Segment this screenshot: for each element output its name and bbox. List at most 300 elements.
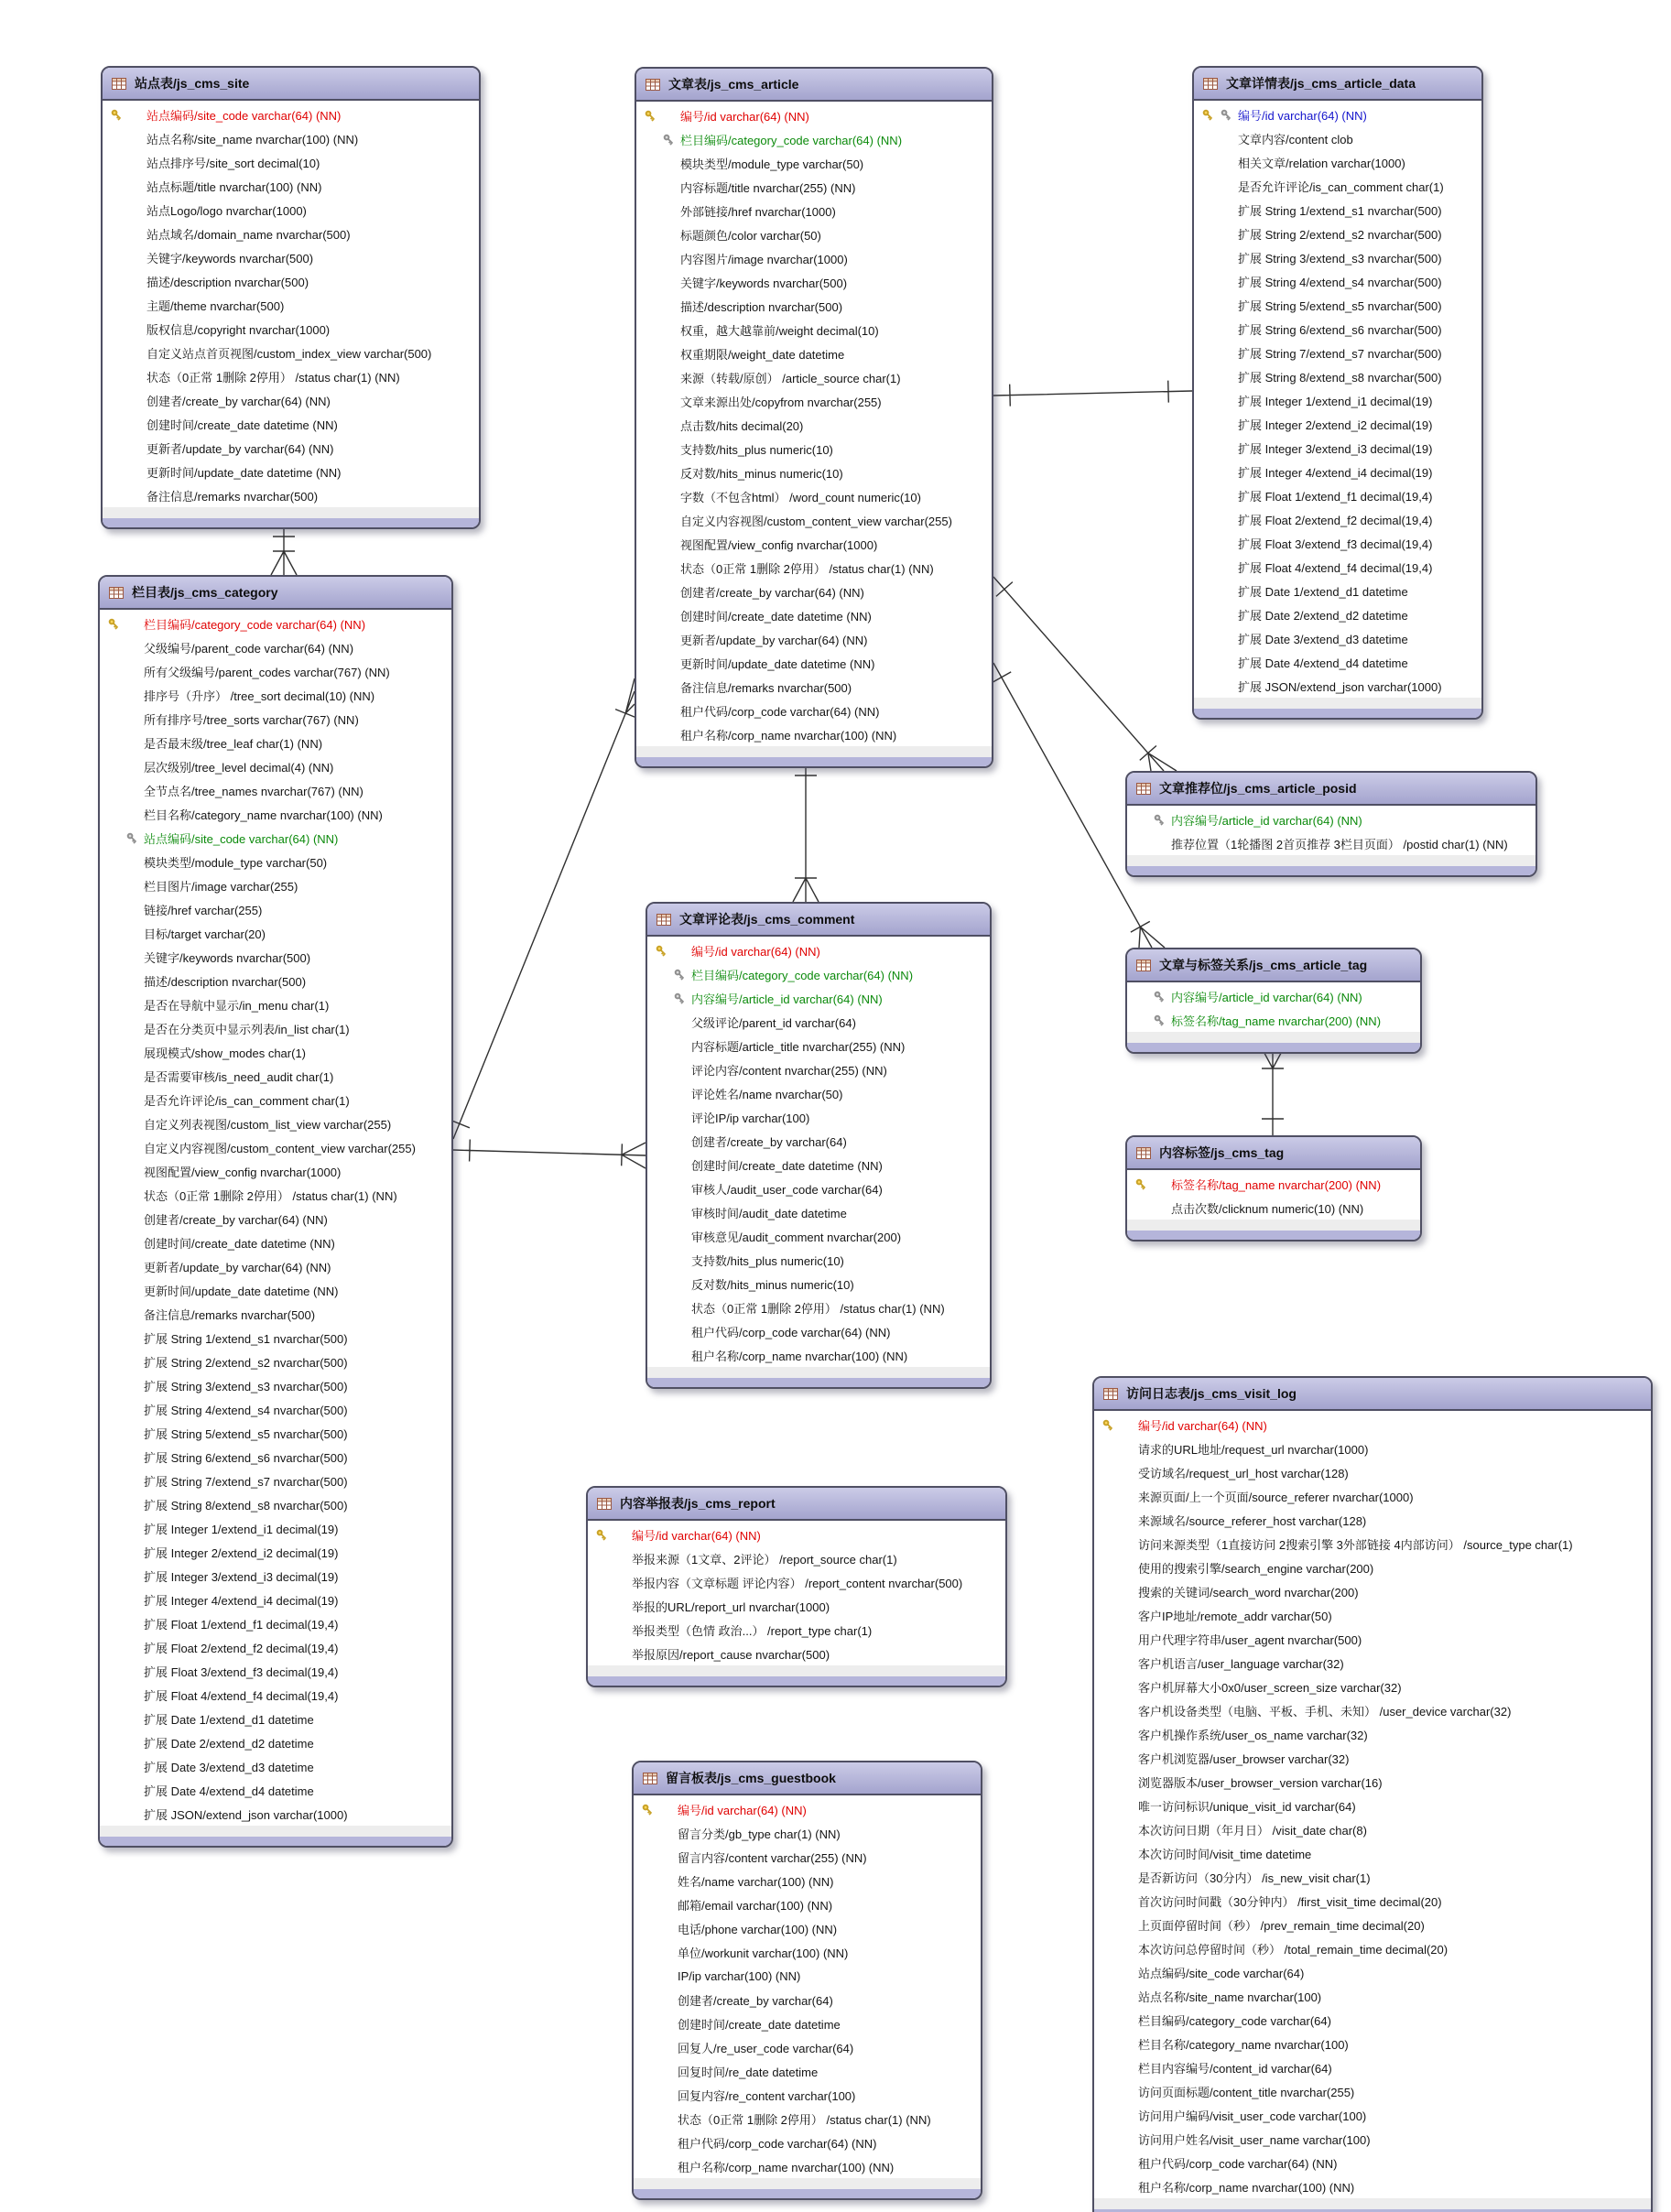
- field-list: [1194, 101, 1481, 698]
- table-comment[interactable]: [646, 902, 992, 1389]
- field-text: 评论姓名/name nvarchar(50): [691, 1087, 843, 1101]
- field-row: [636, 246, 992, 270]
- field-text: 租户代码/corp_code varchar(64) (NN): [1138, 2156, 1338, 2171]
- field-text: 文章内容/content clob: [1238, 132, 1353, 146]
- field-text: 创建时间/create_date datetime (NN): [691, 1158, 883, 1173]
- field-text: 扩展 Float 1/extend_f1 decimal(19,4): [144, 1617, 339, 1632]
- field-row: [100, 1754, 451, 1778]
- field-row: [1094, 2032, 1651, 2055]
- field-text: 内容编号/article_id varchar(64) (NN): [1171, 990, 1362, 1004]
- table-icon: [643, 1773, 657, 1784]
- field-text: 扩展 JSON/extend_json varchar(1000): [1238, 679, 1442, 694]
- field-text: 客户机浏览器/user_browser varchar(32): [1138, 1751, 1350, 1766]
- field-row: [1094, 1698, 1651, 1722]
- primary-key-icon: [644, 109, 657, 123]
- field-row: [1094, 2127, 1651, 2151]
- field-row: [1094, 1413, 1651, 1437]
- field-row: [636, 175, 992, 199]
- table-guestbook[interactable]: [632, 1761, 982, 2200]
- table-icon: [597, 1498, 612, 1510]
- field-text: 栏目编码/category_code varchar(64): [1138, 2013, 1331, 2028]
- table-footer: [1127, 1220, 1420, 1240]
- field-row: [100, 1040, 451, 1064]
- field-row: [1194, 198, 1481, 222]
- foreign-key-icon: [1153, 1014, 1166, 1027]
- field-list: [636, 102, 992, 746]
- table-header[interactable]: [634, 1762, 981, 1795]
- field-row: [100, 1326, 451, 1350]
- table-article[interactable]: [635, 67, 993, 768]
- field-text: 更新者/update_by varchar(64) (NN): [146, 441, 334, 456]
- field-text: 所有排序号/tree_sorts varchar(767) (NN): [144, 712, 359, 727]
- field-text: 回复时间/re_date datetime: [678, 2065, 819, 2079]
- field-text: 文章来源出处/copyfrom nvarchar(255): [680, 395, 882, 409]
- field-text: 支持数/hits_plus numeric(10): [691, 1253, 844, 1268]
- field-row: [103, 269, 479, 293]
- field-row: [100, 850, 451, 873]
- field-text: 是否需要审核/is_need_audit char(1): [144, 1069, 334, 1084]
- field-row: [103, 174, 479, 198]
- table-icon: [109, 587, 124, 599]
- field-text: 创建者/create_by varchar(64) (NN): [144, 1212, 328, 1227]
- field-row: [100, 1802, 451, 1826]
- field-row: [636, 437, 992, 461]
- table-header[interactable]: [1094, 1378, 1651, 1411]
- field-text: 内容标题/title nvarchar(255) (NN): [680, 180, 856, 195]
- field-row: [100, 1159, 451, 1183]
- field-text: 扩展 String 4/extend_s4 nvarchar(500): [144, 1403, 348, 1417]
- field-row: [1127, 1172, 1420, 1196]
- field-text: 链接/href varchar(255): [144, 903, 263, 917]
- field-row: [634, 1797, 981, 1821]
- field-row: [103, 412, 479, 436]
- field-list: [1127, 982, 1420, 1032]
- field-row: [100, 1016, 451, 1040]
- table-title: 留言板表/js_cms_guestbook: [666, 1771, 836, 1785]
- table-header[interactable]: [647, 904, 990, 937]
- field-row: [1094, 1841, 1651, 1865]
- field-row: [1194, 245, 1481, 269]
- field-list: [1127, 806, 1535, 855]
- primary-key-icon: [1101, 1418, 1115, 1432]
- field-text: 所有父级编号/parent_codes varchar(767) (NN): [144, 665, 390, 679]
- field-row: [1194, 626, 1481, 650]
- field-row: [1094, 1651, 1651, 1675]
- field-text: 版权信息/copyright nvarchar(1000): [146, 322, 331, 337]
- field-row: [636, 294, 992, 318]
- table-article_tag[interactable]: [1125, 948, 1422, 1054]
- field-text: 受访域名/request_url_host varchar(128): [1138, 1466, 1349, 1480]
- field-text: 站点名称/site_name nvarchar(100): [1138, 1990, 1322, 2004]
- field-row: [1194, 460, 1481, 483]
- relationship-js_cms_category-js_cms_article: [450, 678, 636, 1139]
- table-article_data[interactable]: [1192, 66, 1483, 720]
- field-text: 排序号（升序） /tree_sort decimal(10) (NN): [144, 689, 375, 703]
- field-text: 扩展 Float 1/extend_f1 decimal(19,4): [1238, 489, 1433, 504]
- field-text: 租户名称/corp_name nvarchar(100) (NN): [691, 1349, 908, 1363]
- field-row: [100, 1445, 451, 1469]
- field-text: 租户名称/corp_name nvarchar(100) (NN): [1138, 2180, 1355, 2195]
- field-row: [634, 1988, 981, 2011]
- field-row: [100, 1516, 451, 1540]
- field-text: 编号/id varchar(64) (NN): [680, 109, 809, 124]
- field-text: 请求的URL地址/request_url nvarchar(1000): [1138, 1442, 1369, 1457]
- field-row: [636, 199, 992, 222]
- field-row: [1094, 1675, 1651, 1698]
- field-text: 视图配置/view_config nvarchar(1000): [680, 537, 878, 552]
- table-tag[interactable]: [1125, 1135, 1422, 1242]
- table-title: 文章表/js_cms_article: [668, 77, 799, 92]
- field-row: [1194, 555, 1481, 579]
- field-text: 自定义内容视图/custom_content_view varchar(255): [144, 1141, 416, 1155]
- field-text: 扩展 String 4/extend_s4 nvarchar(500): [1238, 275, 1442, 289]
- field-text: 扩展 String 1/extend_s1 nvarchar(500): [1238, 203, 1442, 218]
- field-list: [588, 1521, 1005, 1665]
- field-row: [100, 1350, 451, 1373]
- field-row: [647, 1081, 990, 1105]
- field-text: 模块类型/module_type varchar(50): [680, 157, 864, 171]
- table-footer: [103, 507, 479, 527]
- field-row: [1194, 103, 1481, 126]
- field-text: 站点编码/site_code varchar(64) (NN): [146, 108, 342, 123]
- field-text: 状态（0正常 1删除 2停用） /status char(1) (NN): [680, 561, 934, 576]
- field-row: [647, 962, 990, 986]
- field-row: [647, 1272, 990, 1296]
- field-row: [100, 1730, 451, 1754]
- foreign-key-icon: [1153, 990, 1166, 1003]
- field-text: 租户代码/corp_code varchar(64) (NN): [678, 2136, 877, 2151]
- field-row: [1194, 222, 1481, 245]
- field-text: 单位/workunit varchar(100) (NN): [678, 1946, 849, 1960]
- field-row: [1094, 1817, 1651, 1841]
- field-row: [100, 1231, 451, 1254]
- field-row: [636, 222, 992, 246]
- foreign-key-icon: [1153, 813, 1166, 827]
- field-text: 客户IP地址/remote_addr varchar(50): [1138, 1609, 1332, 1623]
- table-icon: [1136, 1147, 1151, 1159]
- field-text: 标签名称/tag_name nvarchar(200) (NN): [1171, 1177, 1382, 1192]
- field-text: 创建时间/create_date datetime (NN): [144, 1236, 335, 1251]
- field-text: 状态（0正常 1删除 2停用） /status char(1) (NN): [146, 370, 400, 385]
- field-row: [1194, 317, 1481, 341]
- field-text: 租户名称/corp_name nvarchar(100) (NN): [678, 2160, 895, 2174]
- field-row: [1194, 364, 1481, 388]
- relationship-js_cms_category-js_cms_comment: [453, 1140, 646, 1169]
- field-text: 创建者/create_by varchar(64): [678, 1993, 833, 2008]
- field-text: 创建时间/create_date datetime (NN): [146, 417, 338, 432]
- field-list: [634, 1795, 981, 2178]
- relationship-js_cms_article-js_cms_article_posid: [993, 577, 1177, 771]
- field-row: [100, 1088, 451, 1111]
- field-text: 扩展 Integer 3/extend_i3 decimal(19): [144, 1569, 339, 1584]
- field-row: [1094, 1532, 1651, 1556]
- field-text: 是否允许评论/is_can_comment char(1): [1238, 179, 1444, 194]
- field-list: [647, 937, 990, 1367]
- field-row: [634, 2035, 981, 2059]
- table-header[interactable]: [1127, 949, 1420, 982]
- field-row: [634, 2059, 981, 2083]
- field-row: [1194, 507, 1481, 531]
- field-text: 栏目编码/category_code varchar(64) (NN): [680, 133, 903, 147]
- field-row: [636, 270, 992, 294]
- field-text: 扩展 Integer 2/extend_i2 decimal(19): [144, 1545, 339, 1560]
- primary-key-icon: [595, 1528, 609, 1542]
- field-row: [100, 1778, 451, 1802]
- primary-key-icon: [1201, 108, 1215, 122]
- field-text: 评论IP/ip varchar(100): [691, 1111, 810, 1125]
- field-row: [1094, 1508, 1651, 1532]
- field-text: 访问用户编码/visit_user_code varchar(100): [1138, 2109, 1367, 2123]
- field-text: 关键字/keywords nvarchar(500): [144, 950, 311, 965]
- field-text: 是否最末级/tree_leaf char(1) (NN): [144, 736, 323, 751]
- table-header[interactable]: [1127, 773, 1535, 806]
- field-text: 标签名称/tag_name nvarchar(200) (NN): [1171, 1014, 1382, 1028]
- field-row: [1194, 174, 1481, 198]
- field-text: 访问来源类型（1直接访问 2搜索引擎 3外部链接 4内部访问） /source_type char(1): [1138, 1537, 1573, 1552]
- field-row: [588, 1594, 1005, 1618]
- foreign-key-icon: [673, 992, 687, 1005]
- field-text: 描述/description nvarchar(500): [144, 974, 307, 989]
- field-row: [1194, 483, 1481, 507]
- table-icon: [1203, 78, 1218, 90]
- field-text: 站点排序号/site_sort decimal(10): [146, 156, 320, 170]
- field-text: 扩展 Date 1/extend_d1 datetime: [144, 1712, 314, 1727]
- table-footer: [100, 1826, 451, 1846]
- field-row: [636, 151, 992, 175]
- field-row: [1094, 1984, 1651, 2008]
- field-row: [1194, 650, 1481, 674]
- field-text: 客户机语言/user_language varchar(32): [1138, 1656, 1344, 1671]
- table-title: 内容标签/js_cms_tag: [1159, 1145, 1285, 1160]
- field-text: 状态（0正常 1删除 2停用） /status char(1) (NN): [678, 2112, 931, 2127]
- field-row: [647, 1200, 990, 1224]
- field-row: [1127, 984, 1420, 1008]
- field-row: [634, 1869, 981, 1892]
- field-text: 视图配置/view_config nvarchar(1000): [144, 1165, 342, 1179]
- field-row: [103, 293, 479, 317]
- field-row: [1094, 1722, 1651, 1746]
- field-row: [634, 2083, 981, 2107]
- field-text: 扩展 String 7/extend_s7 nvarchar(500): [1238, 346, 1442, 361]
- field-row: [634, 1892, 981, 1916]
- field-text: 本次访问时间/visit_time datetime: [1138, 1847, 1312, 1861]
- field-text: 留言分类/gb_type char(1) (NN): [678, 1827, 841, 1841]
- foreign-key-icon: [1220, 108, 1233, 122]
- table-visit_log[interactable]: [1092, 1376, 1653, 2212]
- field-text: 扩展 String 3/extend_s3 nvarchar(500): [1238, 251, 1442, 266]
- field-row: [636, 127, 992, 151]
- field-row: [634, 2154, 981, 2178]
- field-row: [103, 317, 479, 341]
- field-text: 留言内容/content varchar(255) (NN): [678, 1850, 867, 1865]
- field-row: [1194, 341, 1481, 364]
- field-text: 唯一访问标识/unique_visit_id varchar(64): [1138, 1799, 1356, 1814]
- field-row: [1127, 808, 1535, 831]
- table-title: 文章推荐位/js_cms_article_posid: [1159, 781, 1357, 796]
- table-header[interactable]: [103, 68, 479, 101]
- field-row: [100, 1135, 451, 1159]
- field-text: 扩展 Integer 1/extend_i1 decimal(19): [144, 1522, 339, 1536]
- field-text: 主题/theme nvarchar(500): [146, 298, 285, 313]
- field-text: 举报原因/report_cause nvarchar(500): [632, 1647, 830, 1662]
- field-row: [634, 1964, 981, 1988]
- field-row: [1194, 674, 1481, 698]
- field-text: IP/ip varchar(100) (NN): [678, 1968, 801, 1983]
- field-row: [1094, 1960, 1651, 1984]
- field-list: [100, 610, 451, 1826]
- field-text: 编号/id varchar(64) (NN): [678, 1803, 807, 1817]
- field-row: [100, 1683, 451, 1707]
- table-header[interactable]: [1127, 1137, 1420, 1170]
- field-row: [1194, 388, 1481, 412]
- field-row: [636, 318, 992, 342]
- field-row: [647, 1057, 990, 1081]
- field-text: 扩展 Date 4/extend_d4 datetime: [1238, 656, 1408, 670]
- primary-key-icon: [655, 944, 668, 958]
- field-text: 来源域名/source_referer_host varchar(128): [1138, 1513, 1367, 1528]
- field-row: [1127, 831, 1535, 855]
- field-text: 是否新访问（30分内） /is_new_visit char(1): [1138, 1870, 1371, 1885]
- field-row: [1094, 1770, 1651, 1794]
- table-article_posid[interactable]: [1125, 771, 1537, 877]
- table-title: 文章详情表/js_cms_article_data: [1226, 76, 1416, 91]
- field-text: 全节点名/tree_names nvarchar(767) (NN): [144, 784, 363, 798]
- field-row: [100, 1588, 451, 1611]
- field-text: 备注信息/remarks nvarchar(500): [146, 489, 319, 504]
- field-row: [100, 612, 451, 635]
- field-text: 扩展 Date 2/extend_d2 datetime: [144, 1736, 314, 1751]
- field-text: 关键字/keywords nvarchar(500): [146, 251, 314, 266]
- field-row: [103, 483, 479, 507]
- field-text: 访问用户姓名/visit_user_name varchar(100): [1138, 2132, 1371, 2147]
- table-report[interactable]: [586, 1486, 1007, 1687]
- field-row: [636, 342, 992, 365]
- field-row: [636, 461, 992, 484]
- field-text: 更新时间/update_date datetime (NN): [680, 656, 875, 671]
- relationship-js_cms_article-js_cms_comment: [793, 759, 819, 902]
- field-row: [636, 532, 992, 556]
- field-row: [1094, 2055, 1651, 2079]
- foreign-key-icon: [662, 133, 676, 146]
- field-text: 审核时间/audit_date datetime: [691, 1206, 847, 1220]
- field-text: 首次访问时间戳（30分钟内） /first_visit_time decimal(20): [1138, 1894, 1442, 1909]
- table-header[interactable]: [1194, 68, 1481, 101]
- table-site[interactable]: [101, 66, 481, 529]
- field-row: [100, 1635, 451, 1659]
- field-row: [103, 245, 479, 269]
- table-footer: [1127, 855, 1535, 875]
- field-row: [1094, 1627, 1651, 1651]
- field-row: [647, 1343, 990, 1367]
- field-text: 站点编码/site_code varchar(64): [1138, 1966, 1305, 1980]
- field-row: [634, 1845, 981, 1869]
- table-header[interactable]: [636, 69, 992, 102]
- relationship-js_cms_article-js_cms_article_data: [993, 381, 1192, 407]
- field-text: 扩展 Float 3/extend_f3 decimal(19,4): [1238, 537, 1433, 551]
- field-row: [636, 365, 992, 389]
- field-text: 是否在分类页中显示列表/in_list char(1): [144, 1022, 350, 1036]
- field-row: [100, 802, 451, 826]
- field-row: [1094, 1913, 1651, 1936]
- field-row: [636, 484, 992, 508]
- field-text: 扩展 Float 2/extend_f2 decimal(19,4): [1238, 513, 1433, 527]
- field-row: [636, 580, 992, 603]
- field-row: [1194, 269, 1481, 293]
- field-list: [1094, 1411, 1651, 2198]
- field-row: [647, 1153, 990, 1176]
- field-row: [100, 992, 451, 1016]
- table-icon: [656, 914, 671, 926]
- table-footer: [636, 746, 992, 766]
- field-text: 点击数/hits decimal(20): [680, 418, 804, 433]
- relationship-js_cms_tag-js_cms_article_tag: [1260, 1045, 1286, 1135]
- field-row: [1094, 1556, 1651, 1579]
- field-text: 扩展 Date 2/extend_d2 datetime: [1238, 608, 1408, 623]
- field-text: 访问页面标题/content_title nvarchar(255): [1138, 2085, 1355, 2099]
- field-text: 编号/id varchar(64) (NN): [1238, 108, 1367, 123]
- field-text: 是否允许评论/is_can_comment char(1): [144, 1093, 350, 1108]
- field-row: [588, 1642, 1005, 1665]
- field-text: 是否在导航中显示/in_menu char(1): [144, 998, 330, 1013]
- table-category[interactable]: [98, 575, 453, 1848]
- table-header[interactable]: [100, 577, 451, 610]
- field-row: [1194, 436, 1481, 460]
- field-text: 扩展 Date 3/extend_d3 datetime: [1238, 632, 1408, 646]
- field-row: [1194, 126, 1481, 150]
- field-text: 父级编号/parent_code varchar(64) (NN): [144, 641, 354, 656]
- field-list: [1127, 1170, 1420, 1220]
- field-text: 举报内容（文章标题 评论内容） /report_content nvarchar(500): [632, 1576, 963, 1590]
- table-footer: [1094, 2198, 1651, 2212]
- field-row: [636, 699, 992, 722]
- field-row: [647, 1034, 990, 1057]
- field-row: [100, 1397, 451, 1421]
- field-text: 内容编号/article_id varchar(64) (NN): [1171, 813, 1362, 828]
- field-text: 关键字/keywords nvarchar(500): [680, 276, 848, 290]
- field-text: 扩展 String 6/extend_s6 nvarchar(500): [144, 1450, 348, 1465]
- field-text: 使用的搜索引擎/search_engine varchar(200): [1138, 1561, 1374, 1576]
- field-row: [100, 1469, 451, 1492]
- field-row: [103, 460, 479, 483]
- field-row: [636, 389, 992, 413]
- field-row: [636, 675, 992, 699]
- field-text: 备注信息/remarks nvarchar(500): [680, 680, 852, 695]
- field-text: 权重期限/weight_date datetime: [680, 347, 845, 362]
- field-text: 创建者/create_by varchar(64) (NN): [146, 394, 331, 408]
- field-row: [100, 945, 451, 969]
- field-text: 栏目内容编号/content_id varchar(64): [1138, 2061, 1332, 2076]
- field-text: 更新者/update_by varchar(64) (NN): [144, 1260, 331, 1274]
- field-row: [100, 873, 451, 897]
- field-row: [636, 103, 992, 127]
- table-icon: [1103, 1388, 1118, 1400]
- field-text: 编号/id varchar(64) (NN): [632, 1528, 761, 1543]
- field-row: [588, 1523, 1005, 1546]
- field-row: [647, 1129, 990, 1153]
- table-header[interactable]: [588, 1488, 1005, 1521]
- field-text: 扩展 Float 2/extend_f2 decimal(19,4): [144, 1641, 339, 1655]
- field-text: 扩展 String 8/extend_s8 nvarchar(500): [1238, 370, 1442, 385]
- field-row: [1094, 1579, 1651, 1603]
- field-row: [647, 1224, 990, 1248]
- field-text: 更新时间/update_date datetime (NN): [146, 465, 342, 480]
- field-row: [100, 1659, 451, 1683]
- field-row: [100, 1707, 451, 1730]
- field-row: [636, 413, 992, 437]
- field-row: [636, 603, 992, 627]
- field-text: 上页面停留时间（秒） /prev_remain_time decimal(20): [1138, 1918, 1425, 1933]
- field-text: 更新者/update_by varchar(64) (NN): [680, 633, 868, 647]
